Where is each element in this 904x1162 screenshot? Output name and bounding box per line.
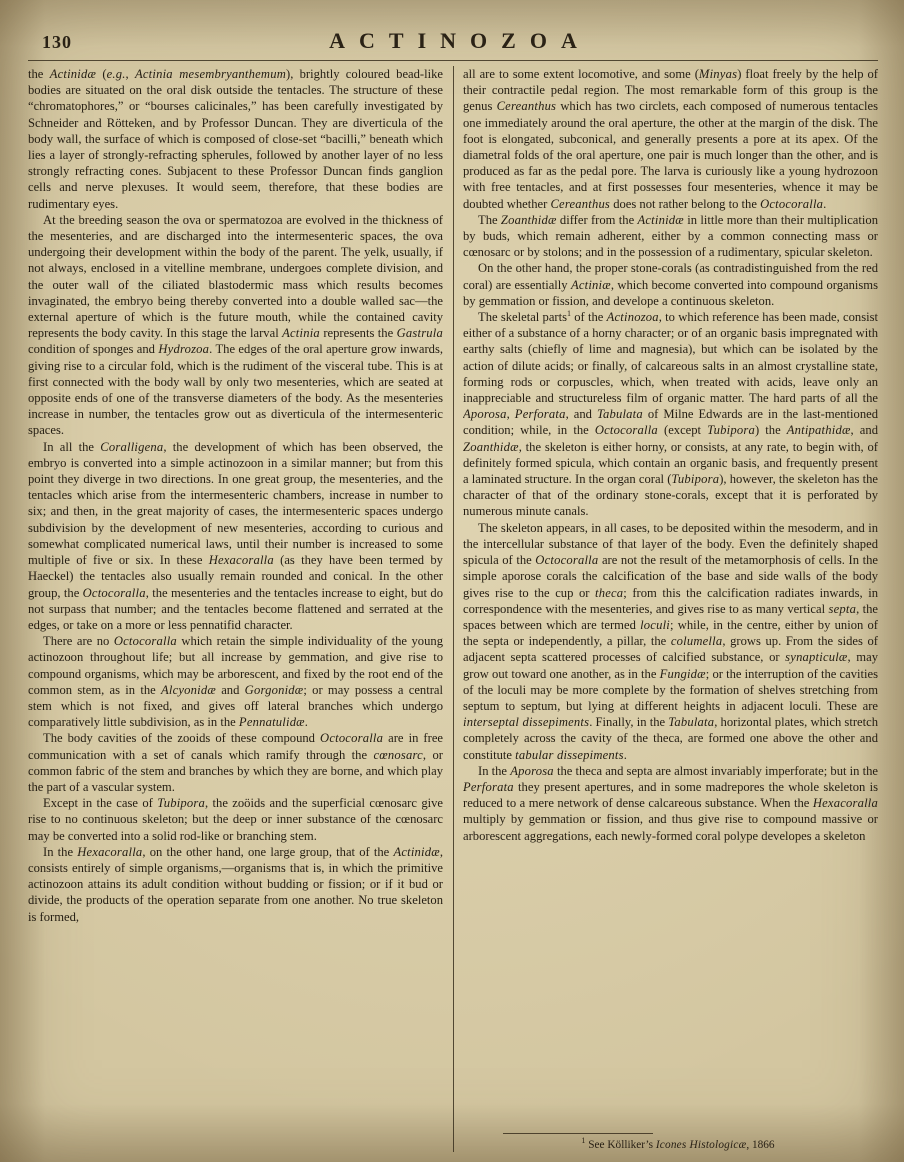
paragraph: On the other hand, the proper stone-corals (as contradistinguished from the red coral) are essentially Actiniæ, which become converted into compound organisms by gemmation or fission, and develope a continuous skeleton. xyxy=(463,261,878,308)
right-column xyxy=(463,66,878,1152)
paragraph: In all the Coralligena, the development of which has been observed, the embryo is converted into a simple actinozoon in a similar manner; but from this point they diverge in two directions. In one great group, the mesenteries, and the tentacles which arise from the intermesenteric chambers, increase in number to six; and then, in the great majority of cases, the intermesenteric spaces undergo subdivision by the development of new mesenteries, according to curious and somewhat complicated numerical laws, until their number is increased to some multiple of five or six. In these Hexacoralla (as they have been termed by Haeckel) the tentacles also usually remain rounded and conical. In the other group, the Octocoralla, the mesenteries and the tentacles increase to eight, but do not surpass that number; and the tentacles become flattened and serrated at the edges, or take on a more or less pennatifid character. xyxy=(28,439,443,632)
footnote-separator xyxy=(503,1133,653,1134)
page-header xyxy=(28,28,878,56)
paragraph: The Zoanthidæ differ from the Actinidæ in little more than their multiplication by buds, which remain adherent, either by a common connecting mass or cœnosarc or by stolons; and in the possession of a rudimentary, spicular skeleton. xyxy=(463,212,878,260)
text-columns xyxy=(28,66,878,1152)
paragraph: The skeletal parts$^1$ of the Actinozoa, to which reference has been made, consist either of a substance of a horny character; or of an organic basis impregnated with earthy salts (chiefly of lime and magnesia), but which can be isolated by the action of dilute acids; or finally, of calcareous salts in an almost crystalline state, forming rods or corpuscles, which, when treated with acids, leave only an inappreciable and structureless film of organic matter. The hard parts of all the Aporosa, Perforata, and Tabulata of Milne Edwards are in the last-mentioned condition; while, in the Octocoralla (except Tubipora) the Antipathidæ, and Zoanthidæ, the skeleton is either horny, or consists, at any rate, to begin with, of definitely formed spicula, which contain an organic basis, and frequently present a laminated structure. In the organ coral (Tubipora), however, the skeleton has the character of that of the ordinary stone-corals, except that it is perforated by numerous minute canals. xyxy=(463,308,878,519)
paragraph: the Actinidæ (e.g., Actinia mesembryanthemum), brightly coloured bead-like bodies are situated on the oral disk outside the tentacles. The structure of these “chromatophores,” or “bourses calicinales,” has been carefully investigated by Schneider and Rötteken, and by Professor Duncan. They are diverticula of the body wall, the surface of which is composed of close-set “bacilli,” beneath which lies a layer of strongly-refracting spherules, followed by another layer of no less strongly refracting cones. Subjacent to these Professor Duncan finds ganglion cells and nerve plexuses. It would seem, therefore, that these bodies are rudimentary eyes. xyxy=(28,67,443,211)
paragraph: At the breeding season the ova or spermatozoa are evolved in the thickness of the mesenteries, and are discharged into the intermesenteric spaces, the ova undergoing their development within the body of the parent. The yelk, usually, if not always, enclosed in a vitelline membrane, undergoes complete division, and the outer wall of the ciliated blastodermic mass which results becomes invaginated, the embryo being thereby converted into a double walled sac—the external aperture of which is the future mouth, while the contained cavity represents the body cavity. In this stage the larval Actinia represents the Gastrula condition of sponges and Hydrozoa. The edges of the oral aperture grow inwards, giving rise to a circular fold, which is the rudiment of the visceral tube. This is at first connected with the body wall by only two mesenteries, which are seated at opposite ends of one of the transverse diameters of the body. As the mesenteries increase in number, the tentacles grow out as diverticula of the intermesenteric spaces. xyxy=(28,212,443,438)
paragraph: In the Hexacoralla, on the other hand, one large group, that of the Actinidæ, consists entirely of simple organisms,—organisms that is, in which the primitive actinozoon attains its adult condition without budding or fission; or if it bud or divide, the products of the operation separate from one another. No true skeleton is formed, xyxy=(28,844,443,924)
paragraph: Except in the case of Tubipora, the zoöids and the superficial cœnosarc give rise to no continuous skeleton; but the deep or inner substance of the cœnosarc may be converted into a solid rod-like or branching stem. xyxy=(28,796,443,843)
header-rule xyxy=(28,60,878,61)
paragraph: The skeleton appears, in all cases, to be deposited within the mesoderm, and in the intercellular substance of that layer of the body. Even the definitely shaped spicula of the Octocoralla are not the result of the metamorphosis of cells. In the simple aporose corals the calcification of the base and side walls of the body gives rise to the cup or theca; from this the calcification radiates inwards, in correspondence with the mesenteries, and gives rise to as many vertical septa, the spaces between which are termed loculi; while, in the centre, either by union of the septa or independently, a pillar, the columella, grows up. From the sides of adjacent septa scattered processes of calcified substance, or synapticulæ, may grow out toward one another, as in the Fungidæ; or the interruption of the cavities of the loculi may be more complete by the formation of shelves stretching from septum to septum, but lying at different heights in adjacent loculi. These are interseptal dissepiments. Finally, in the Tabulata, horizontal plates, which stretch completely across the cavity of the theca, are formed one above the other and constitute tabular dissepiments. xyxy=(463,520,878,762)
footnote-block xyxy=(463,1127,878,1152)
paragraph: There are no Octocoralla which retain the simple individuality of the young actinozoon throughout life; but all increase by gemmation, and give rise to compound organisms, which may be arborescent, and fixed by the root end of the common stem, as in the Alcyonidæ and Gorgonidæ; or may possess a central stem which is not fixed, and gives off lateral branches which undergo comparatively little subdivision, as in the Pennatulidæ. xyxy=(28,634,443,730)
paragraph: In the Aporosa the theca and septa are almost invariably imperforate; but in the Perforata they present apertures, and in some madrepores the whole skeleton is reduced to a mere network of dense calcareous substance. When the Hexacoralla multiply by gemmation or fission, and thus give rise to compound massive or arborescent aggregations, each newly-formed coral polype developes a skeleton xyxy=(463,763,878,843)
paragraph: all are to some extent locomotive, and some (Minyas) float freely by the help of their contractile pedal region. The most remarkable form of this group is the genus Cereanthus which has two circlets, each composed of numerous tentacles one immediately around the oral aperture, the other at the margin of the disk. The foot is elongated, subconical, and generally presents a pore at its apex. Of the diametral folds of the oral aperture, one pair is much longer than the other, and is produced as far as the pedal pore. The larva is curiously like a young hydrozoon with free tentacles, and at first possesses four mesenteries, whence it may be doubted whether Cereanthus does not rather belong to the Octocoralla. xyxy=(463,67,878,211)
footnote-text: $^1$ See Kölliker’s Icones Histologicæ, 1866 xyxy=(581,1136,775,1151)
left-column xyxy=(28,66,443,1152)
paragraph: The body cavities of the zooids of these compound Octocoralla are in free communication with a set of canals which ramify through the cœnosarc, or common fabric of the stem and branches by which they are borne, and which play the part of a vascular system. xyxy=(28,731,443,794)
page-number: 130 xyxy=(42,32,72,52)
column-divider xyxy=(453,66,454,1152)
page-title: ACTINOZOA xyxy=(329,28,591,53)
